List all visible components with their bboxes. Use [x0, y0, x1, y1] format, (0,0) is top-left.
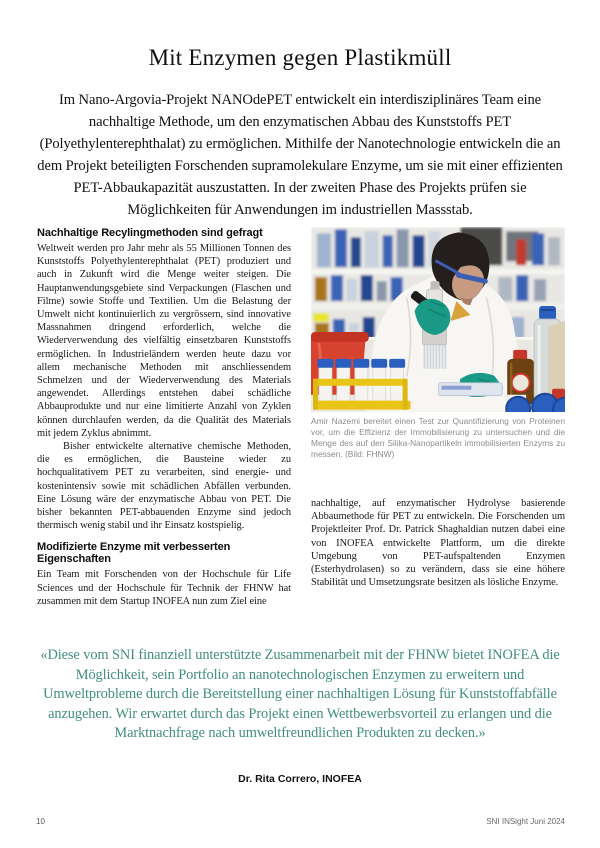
article-columns [37, 227, 565, 608]
lead-paragraph: Im Nano-Argovia-Projekt NANOdePET entwickelt ein interdisziplinäres Team eine nachhaltige Methode, um den enzymatischen Abbau des Kunststoffs PET (Polyethylenterephthalat) zu ermöglichen. Mithilfe der Nanotechnologie entwickeln die an dem Projekt beteiligten Forschenden supramolekulare Enzyme, um sie mit einer effizienten PET-Abbaukapazität auszustatten. In der zweiten Phase des Projekts prüfen sie Möglichkeiten für Anwendungen im industriellen Massstab. [37, 91, 563, 218]
microplate [438, 383, 502, 396]
body-paragraph: Ein Team mit Forschenden von der Hochschule für Life Sciences und der Hochschule für Technik der FHNW hat zusammen mit dem Startup INOFEA nun zum Ziel eine [37, 569, 291, 607]
left-column [37, 227, 291, 608]
body-paragraph: Bisher entwickelte alternative chemische Methoden, die es ermöglichen, die Bausteine wieder zu hochqualitativem PET zu verarbeiten, sind energie- und kostenintensiv sowie mit schädlichen Abfällen verbunden. Eine Lösung wäre der enzymatische Abbau von PET. Die bisher bekannten PET-abbauenden Enzyme sind jedoch thermisch wenig stabil und ihr Einsatz kostspielig. [37, 441, 291, 532]
page-title: Mit Enzymen gegen Plastikmüll [148, 45, 452, 71]
test-tube-rack [313, 359, 411, 410]
footer-publication: SNI INSight Juni 2024 [486, 817, 565, 826]
section-heading-recycling: Nachhaltige Recylingmethoden sind gefragt [37, 227, 263, 239]
body-paragraph: nachhaltige, auf enzymatischer Hydrolyse basierende Abbaumethode für PET zu entwickeln. Die Forschenden um Projektleiter Prof. Dr. Patrick Shaghaldian nutzen dabei eine von INOFEA entwickelte Plattform, um die direkte Umgebung von PET-aufspaltenden Enzymen (Esterhydrolasen) so zu verändern, dass sie eine höhere Stabilität und Umsetzungsrate besitzen als lösliche Enzyme. [311, 498, 565, 589]
section-heading-enzymes: Modifizierte Enzyme mit verbesserten Eigenschaften [37, 541, 231, 566]
right-column [311, 227, 565, 608]
body-paragraph: Weltweit werden pro Jahr mehr als 55 Millionen Tonnen des Kunststoffs Polyethylenterephthalat (PET) produziert und auch in Zukunft wird die Menge weiter steigen. Die Hauptanwendungsgebiete sind Verpackungen (Flaschen und Filme) sowie Stoffe und Textilien. Um die Belastung der Umwelt nicht kontinuierlich zu vergrössern, sind innovative Massnahmen dringend erforderlich, welche die Wiederverwendung des vielfältig einsetzbaren Kunststoffs ermöglichen. In Industrieländern werden heute dazu vor allem mechanische Methoden mit anschliessendem Schmelzen und der Wiederverwendung des Materials angewendet. Allerdings entstehen dabei schädliche Abbauprodukte und nur eine limitierte Anzahl von Zyklen können durchlaufen werden, da die Qualität des Materials mit jedem Zyklus abnimmt. [37, 243, 291, 439]
quote-attribution: Dr. Rita Correro, INOFEA [238, 772, 362, 785]
pull-quote: «Diese vom SNI finanziell unterstützte Zusammenarbeit mit der FHNW bietet INOFEA die Möglichkeit, sein Portfolio an nanotechnologischen Enzymen zu erweitern und Umweltprobleme durch die Bereitstellung einer nachhaltigen Lösung für Kunststoffabfälle anzugehen. Wir erwartet durch das Projekt einen Wettbewerbsvorteil zu erlangen und die Marktnachfrage nach umweltfreundlichen Produkten zu decken.» [40, 647, 560, 742]
footer-page-number: 10 [36, 817, 45, 826]
photo-caption: Amir Nazemi bereitet einen Test zur Quantifizierung von Proteinen vor, um die Effizienz der Immobilisierung zu untersuchen und die Menge des auf den Silika-Nanopartikeln immobilisierten Enzyms zu messen. (Bild: FHNW) [311, 416, 565, 459]
article-photo [311, 227, 565, 412]
